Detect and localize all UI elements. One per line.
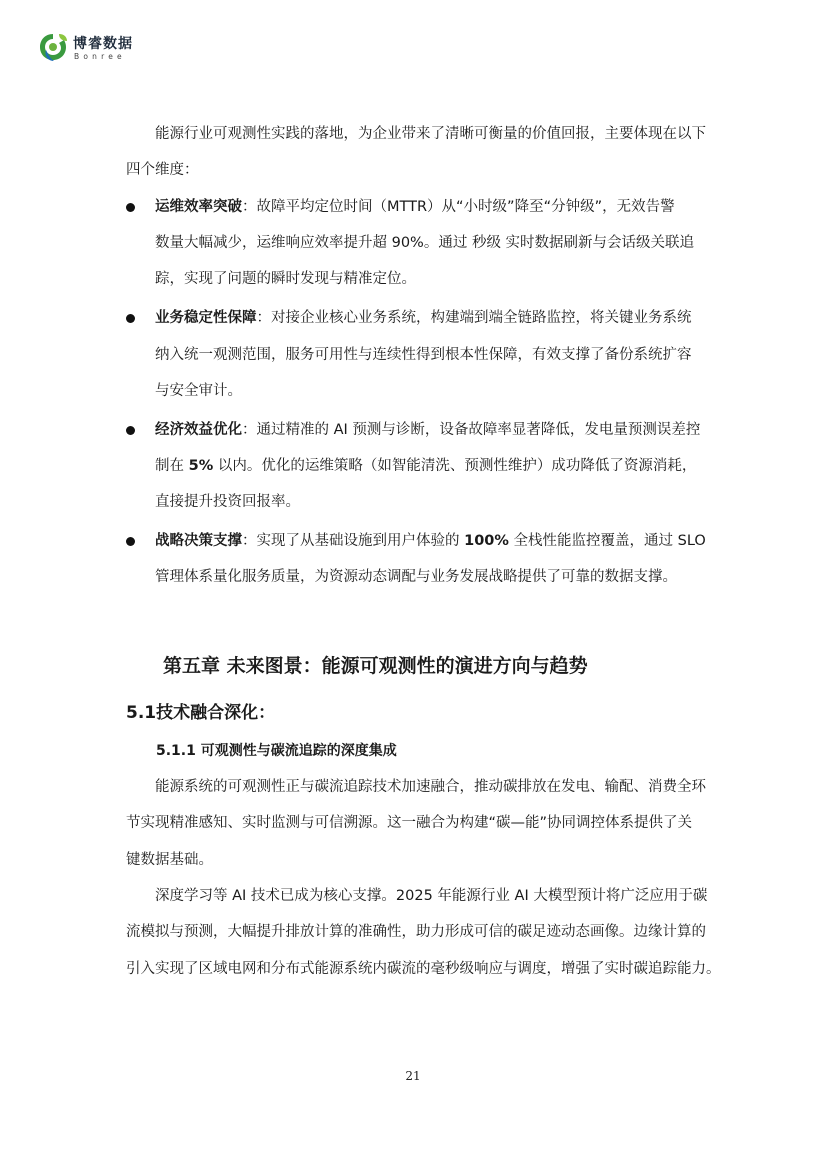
bullet-4-line-1 [155,531,706,551]
bullet-3-line-1 [155,420,700,440]
bullet-3-text-c: 以内。优化的运维策略（如智能清洗、预测性维护）成功降低了资源消耗， [213,458,697,474]
para-2-line-1: 深度学习等 AI 技术已成为核心支撑。2025 年能源行业 AI 大模型预计将广泛应用于碳 [155,888,708,904]
para-2-line-2: 流模拟与预测，大幅提升排放计算的准确性，助力形成可信的碳足迹动态画像。边缘计算的 [126,924,706,940]
para-1-line-3: 键数据基础。 [126,852,213,868]
bullet-4-title: 战略决策支撑 [155,533,242,549]
bullet-4-text-a: ：实现了从基础设施到用户体验的 [242,533,465,549]
bullet-4-text-c: 全栈性能监控覆盖，通过 SLO [508,533,706,549]
brand-logo [37,30,137,64]
bullet-1-text: ：故障平均定位时间（MTTR）从“小时级”降至“分钟级”，无效告警 [242,199,675,215]
bullet-2-line-2: 纳入统一观测范围，服务可用性与连续性得到根本性保障，有效支撑了备份系统扩容 [155,347,692,363]
para-2-line-3: 引入实现了区域电网和分布式能源系统内碳流的毫秒级响应与调度，增强了实时碳追踪能力。 [126,961,721,977]
bullet-icon [126,314,135,323]
bullet-3-line-2 [155,456,696,476]
intro-line-2: 四个维度： [126,162,199,178]
subsection-title: 5.1.1 可观测性与碳流追踪的深度集成 [156,743,397,759]
bullet-2-line-1 [155,308,692,328]
para-1-line-1: 能源系统的可观测性正与碳流追踪技术加速融合，推动碳排放在发电、输配、消费全环 [155,779,706,795]
page-number: 21 [405,1069,421,1083]
bullet-1-line-3: 踪，实现了问题的瞬时发现与精准定位。 [155,271,416,287]
bullet-4-line-2: 管理体系量化服务质量，为资源动态调配与业务发展战略提供了可靠的数据支撑。 [155,569,677,585]
bullet-3-text-a: 制在 [155,458,189,474]
logo-english-name: Bonree [74,52,126,61]
intro-line-1: 能源行业可观测性实践的落地，为企业带来了清晰可衡量的价值回报，主要体现在以下 [155,126,706,142]
bullet-icon [126,426,135,435]
bullet-icon [126,537,135,546]
chapter-title: 第五章 未来图景：能源可观测性的演进方向与趋势 [163,655,588,677]
bullet-1-line-2: 数量大幅减少，运维响应效率提升超 90%。通过 秒级 实时数据刷新与会话级关联追 [155,235,695,251]
bullet-3-text: ：通过精准的 AI 预测与诊断，设备故障率显著降低，发电量预测误差控 [242,422,701,438]
bullet-2-title: 业务稳定性保障 [155,310,257,326]
bullet-icon [126,203,135,212]
logo-chinese-name: 博睿数据 [73,36,133,52]
bonree-logo-icon [37,31,69,63]
bullet-1-title: 运维效率突破 [155,199,242,215]
bullet-2-text: ：对接企业核心业务系统，构建端到端全链路监控，将关键业务系统 [256,310,692,326]
bullet-1-line-1 [155,197,675,217]
section-title: 5.1技术融合深化： [126,703,276,723]
bullet-2-line-3: 与安全审计。 [155,383,242,399]
bullet-3-line-3: 直接提升投资回报率。 [155,494,300,510]
para-1-line-2: 节实现精准感知、实时监测与可信溯源。这一融合为构建“碳—能”协同调控体系提供了关 [126,815,693,831]
bullet-3-title: 经济效益优化 [155,422,242,438]
bullet-4-percent: 100% [464,533,509,549]
bullet-3-percent: 5% [188,458,214,474]
